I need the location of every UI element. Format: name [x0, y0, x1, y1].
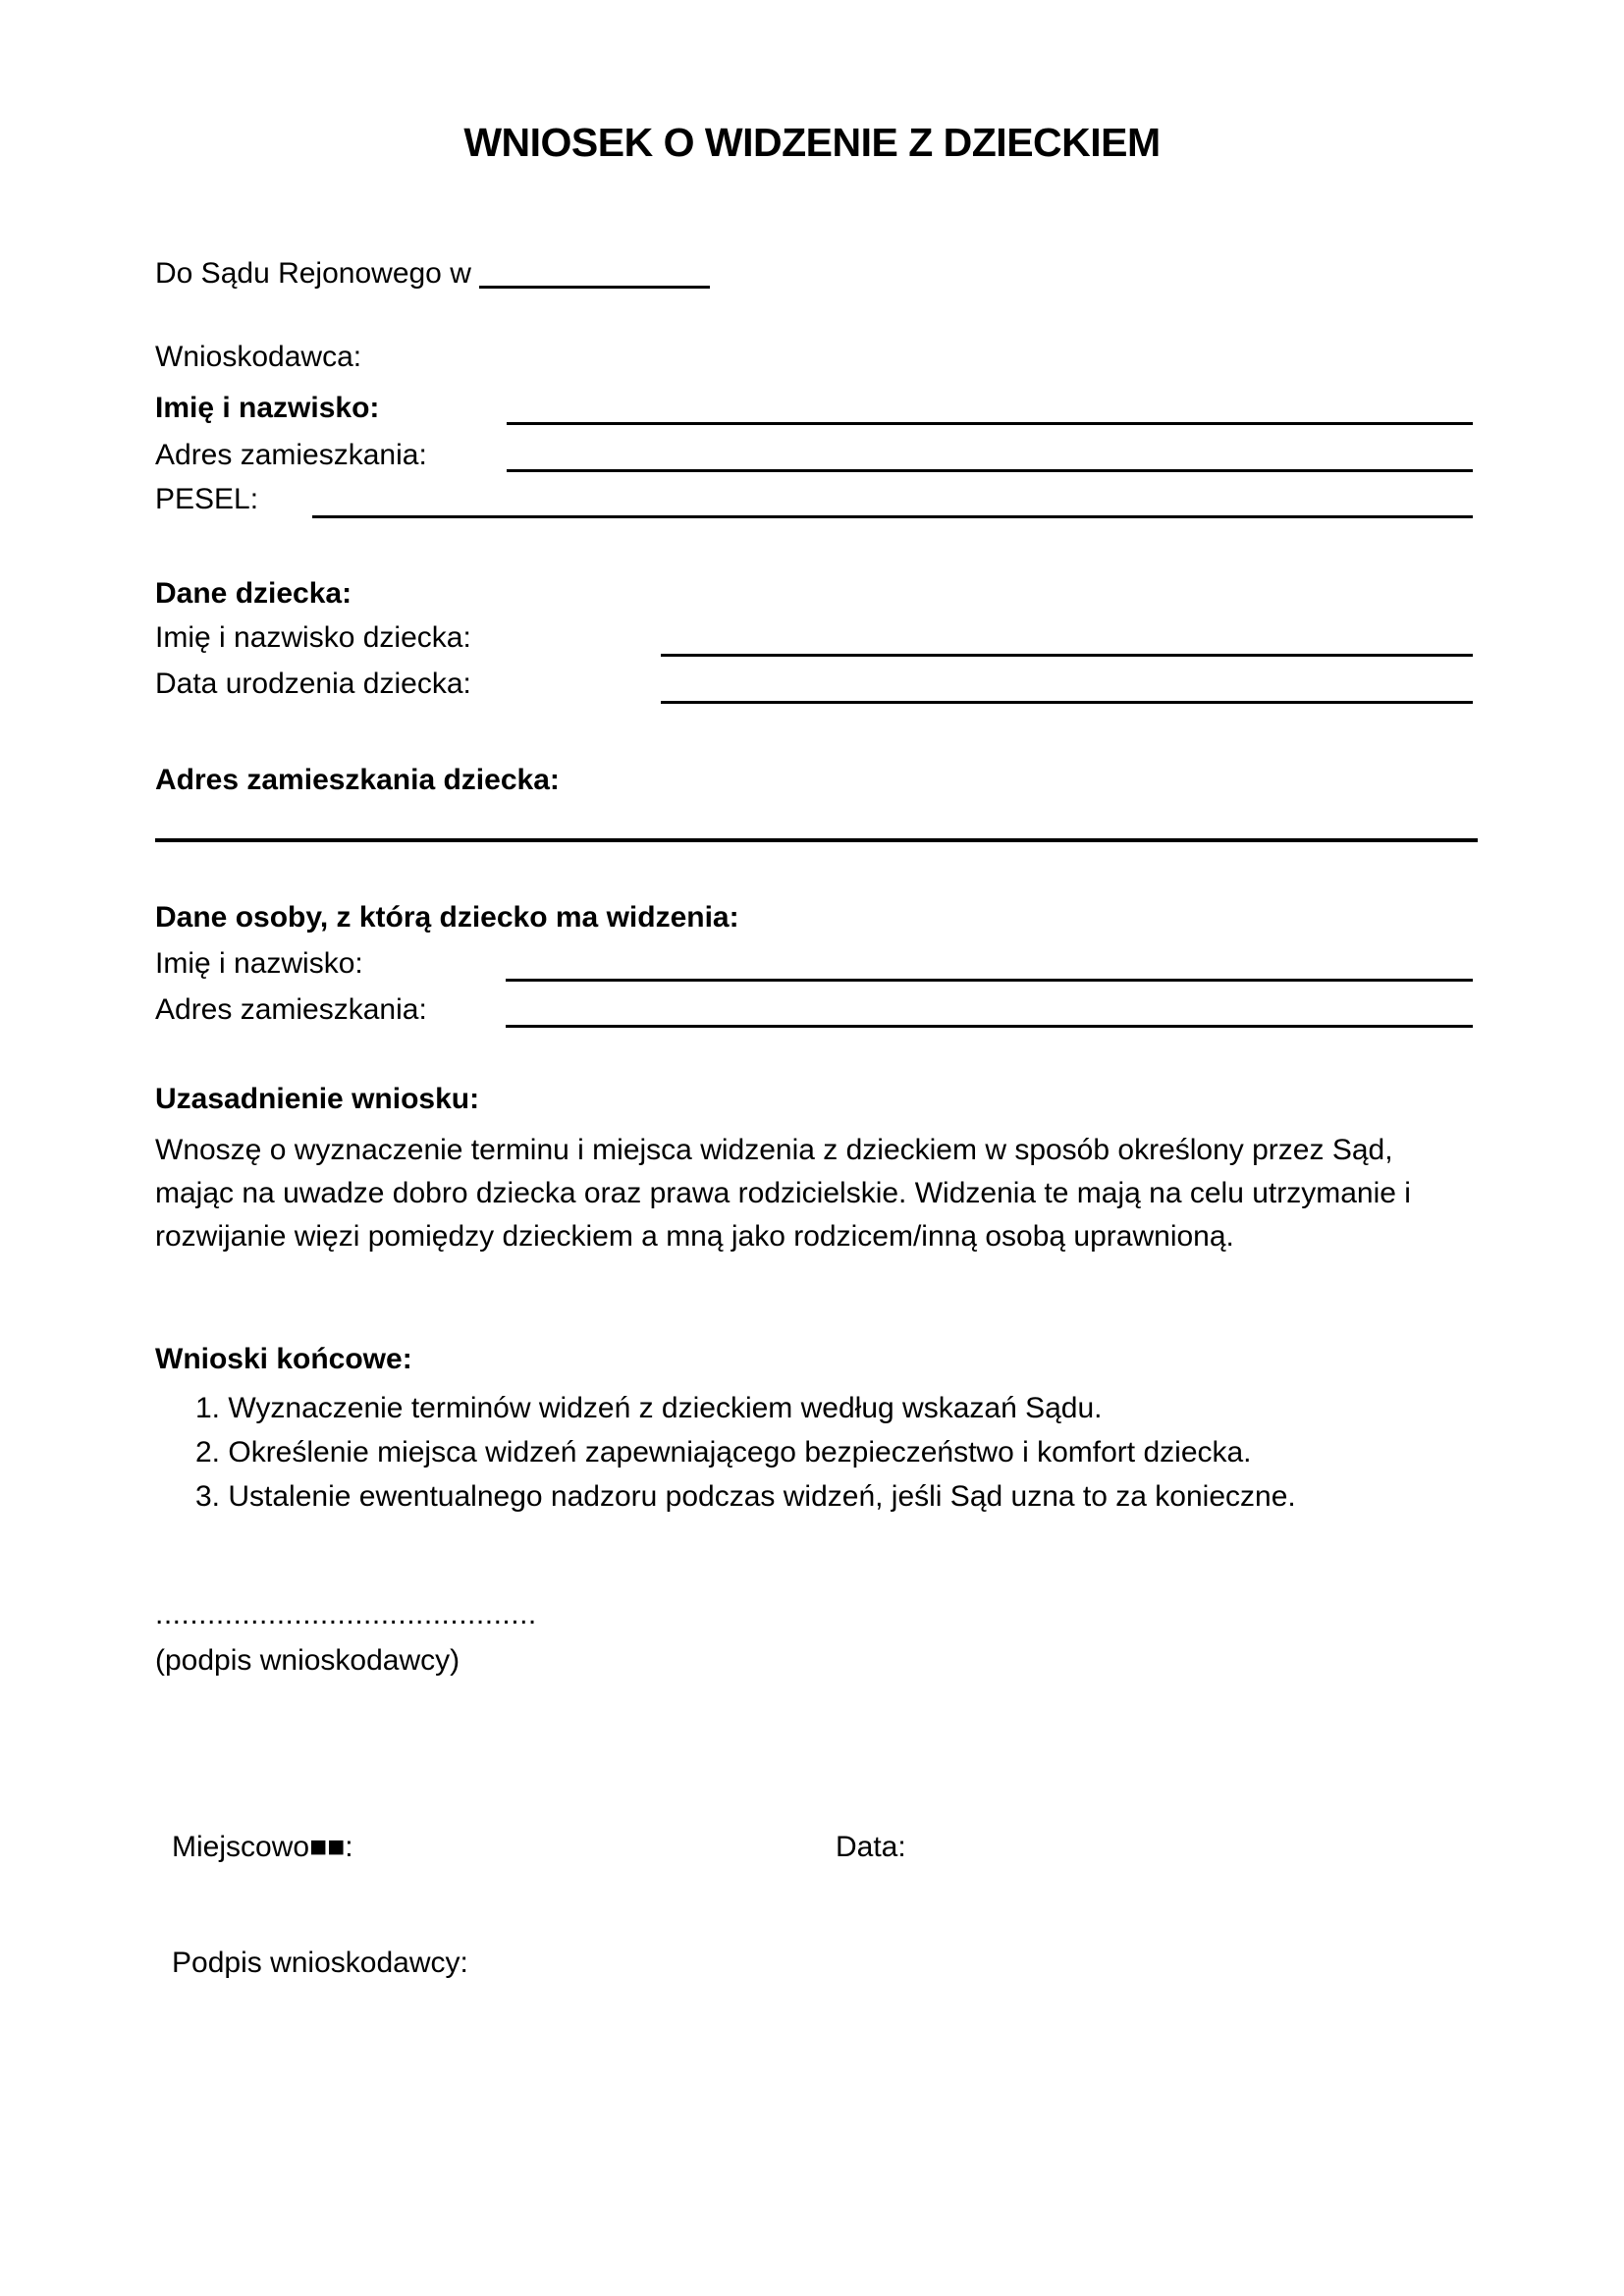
court-label: Do Sądu Rejonowego w [155, 257, 471, 290]
place-label: Miejscowo■■: [172, 1831, 353, 1863]
visitor-name-blank-line [506, 979, 1473, 982]
applicant-address-blank-line [507, 469, 1473, 472]
applicant-address-label: Adres zamieszkania: [155, 439, 427, 471]
footer-signature-label: Podpis wnioskodawcy: [172, 1947, 468, 1979]
child-birthdate-label: Data urodzenia dziecka: [155, 667, 471, 700]
applicant-heading: Wnioskodawca: [155, 341, 362, 373]
visitor-address-label: Adres zamieszkania: [155, 993, 427, 1026]
visitor-heading: Dane osoby, z którą dziecko ma widzenia: [155, 901, 739, 934]
date-label: Data: [836, 1831, 906, 1863]
applicant-pesel-label: PESEL: [155, 483, 259, 515]
visitor-address-blank-line [506, 1025, 1473, 1028]
court-blank-line [479, 285, 710, 289]
child-heading: Dane dziecka: [155, 577, 352, 610]
child-address-blank-line [155, 838, 1478, 842]
child-name-label: Imię i nazwisko dziecka: [155, 621, 471, 654]
signature-dotted-line: ............................................ [155, 1598, 537, 1630]
child-address-heading: Adres zamieszkania dziecka: [155, 764, 560, 796]
court-line [155, 257, 710, 291]
final-request-item-1: 1. Wyznaczenie terminów widzeń z dzieckiem według wskazań Sądu. [195, 1392, 1103, 1424]
document-title: WNIOSEK O WIDZENIE Z DZIECKIEM [463, 120, 1161, 165]
child-name-blank-line [661, 654, 1473, 657]
applicant-name-blank-line [507, 422, 1473, 425]
final-requests-list [195, 1386, 1296, 1519]
final-requests-heading: Wnioski końcowe: [155, 1343, 412, 1375]
justification-text: Wnoszę o wyznaczenie terminu i miejsca widzenia z dzieckiem w sposób określony przez Sąd, mając na uwadze dobro dziecka oraz prawa rodzicielskie. Widzenia te mają na celu utrzymanie i rozwijanie więzi pomiędzy dzieckiem a mną jako rodzicem/inną osobą uprawnioną. [155, 1134, 1411, 1253]
signature-caption: (podpis wnioskodawcy) [155, 1644, 460, 1677]
child-birthdate-blank-line [661, 701, 1473, 704]
justification-heading: Uzasadnienie wniosku: [155, 1083, 480, 1115]
applicant-name-label: Imię i nazwisko: [155, 392, 380, 424]
final-request-item-3: 3. Ustalenie ewentualnego nadzoru podczas widzeń, jeśli Sąd uzna to za konieczne. [195, 1480, 1296, 1513]
applicant-pesel-blank-line [312, 515, 1473, 518]
visitor-name-label: Imię i nazwisko: [155, 947, 363, 980]
final-request-item-2: 2. Określenie miejsca widzeń zapewniającego bezpieczeństwo i komfort dziecka. [195, 1436, 1252, 1468]
